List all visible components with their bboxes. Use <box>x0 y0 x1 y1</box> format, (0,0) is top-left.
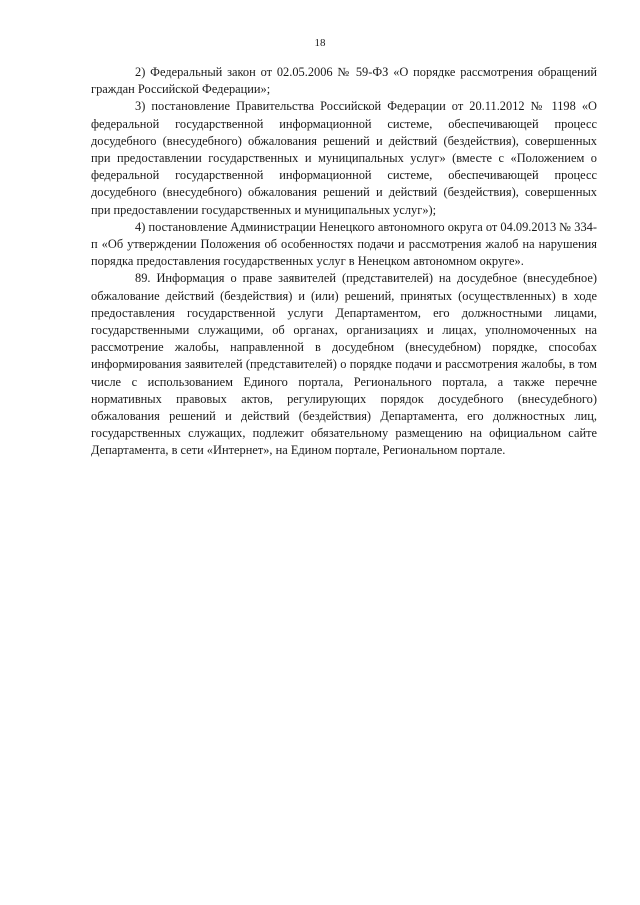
paragraph-section-89: 89. Информация о праве заявителей (представителей) на досудебное (внесудебное) обжалование действий (бездействия) и (или) решений, принятых (осуществленных) в ходе предоставления государственной услуги Департаментом, его должностными лицами, государственными служащими, об органах, организациях и лицах, уполномоченных на рассмотрение жалобы, направленной в досудебном (внесудебном) порядке, способах информирования заявителей (представителей) о порядке подачи и рассмотрения жалобы, в том числе с использованием Единого портала, Регионального портала, а также перечне нормативных правовых актов, регулирующих порядок досудебного (внесудебного) обжалования решений и действий (бездействия) Департамента, его должностных лиц, государственных служащих, подлежит обязательному размещению на официальном сайте Департамента, в сети «Интернет», на Едином портале, Региональном портале. <box>91 271 597 458</box>
paragraph-item-4: 4) постановление Администрации Ненецкого автономного округа от 04.09.2013 № 334-п «Об утверждении Положения об особенностях подачи и рассмотрения жалоб на нарушения порядка предоставления государственных услуг в Ненецком автономном округе». <box>91 219 597 269</box>
paragraph-item-3: 3) постановление Правительства Российской Федерации от 20.11.2012 № 1198 «О федеральной государственной информационной системе, обеспечивающей процесс досудебного (внесудебного) обжалования решений и действий (бездействия), совершенных при предоставлении государственных и муниципальных услуг» (вместе с «Положением о федеральной государственной информационной системе, обеспечивающей процесс досудебного (внесудебного) обжалования решений и действий (бездействия), совершенных при предоставлении государственных и муниципальных услуг»); <box>91 99 597 217</box>
document-body <box>91 64 597 460</box>
paragraph-item-2: 2) Федеральный закон от 02.05.2006 № 59-ФЗ «О порядке рассмотрения обращений граждан Российской Федерации»; <box>91 65 597 97</box>
page-number: 18 <box>314 37 326 49</box>
